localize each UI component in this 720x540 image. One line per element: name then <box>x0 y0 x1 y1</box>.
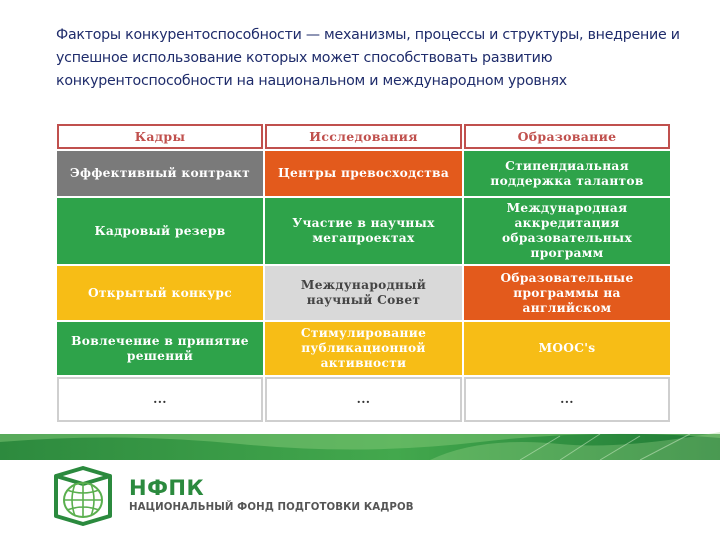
factors-table <box>57 124 670 422</box>
header-issledovaniya: Исследования <box>265 124 462 149</box>
slide-title: Факторы конкурентоспособности — механизмы, процессы и структуры, внедрение и успешное использование которых может способствовать развитию конкурентоспособности на национальном и международном уровнях <box>56 27 680 89</box>
globe-book-icon <box>53 466 113 528</box>
table-cell: Международный научный Совет <box>265 266 462 320</box>
table-cell: Стимулирование публикационной активности <box>265 322 462 375</box>
table-cell: Международная аккредитация образовательных программ <box>464 198 670 264</box>
table-cell: Эффективный контракт <box>57 151 263 196</box>
table-cell: Образовательные программы на английском <box>464 266 670 320</box>
table-cell: ... <box>265 377 462 422</box>
header-obrazovanie: Образование <box>464 124 670 149</box>
table-cell: Стипендиальная поддержка талантов <box>464 151 670 196</box>
logo-abbreviation: НФПК <box>129 476 205 500</box>
table-cell: Открытый конкурс <box>57 266 263 320</box>
table-cell: Вовлечение в принятие решений <box>57 322 263 375</box>
table-cell: Центры превосходства <box>265 151 462 196</box>
logo-full-name: НАЦИОНАЛЬНЫЙ ФОНД ПОДГОТОВКИ КАДРОВ <box>129 502 414 513</box>
table-cell: Кадровый резерв <box>57 198 263 264</box>
table-cell: ... <box>57 377 263 422</box>
table-cell: Участие в научных мегапроектах <box>265 198 462 264</box>
footer-wave-band <box>0 430 720 460</box>
table-cell: MOOC's <box>464 322 670 375</box>
header-kadry: Кадры <box>57 124 263 149</box>
table-cell: ... <box>464 377 670 422</box>
